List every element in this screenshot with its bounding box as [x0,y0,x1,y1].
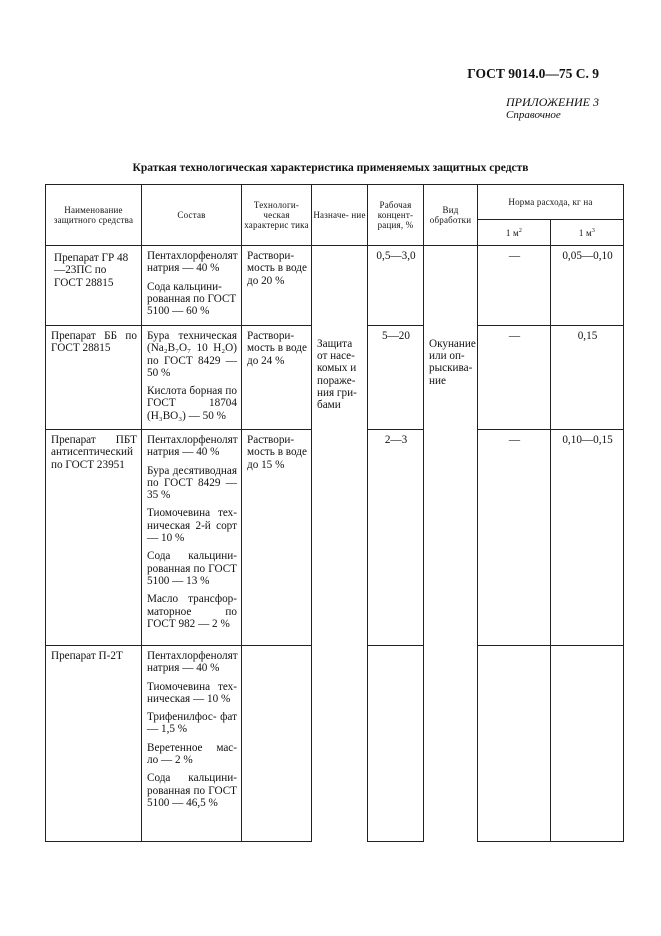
cell-m2: — [478,430,551,646]
cell-composition: Пентахлорфенолят натрия — 40 % Сода кальцини- рованная по ГОСТ 5100 — 60 % [142,246,242,326]
cell-m2: — [478,326,551,430]
cell-m2: — [478,246,551,326]
header-name: Наименование защитного средства [46,185,142,246]
appendix-label: ПРИЛОЖЕНИЕ 3 [506,95,599,109]
cell-composition: Бура техническая (Na₂B₇O₇ 10 H₂O) по ГОСТ 8429 — 50 % Кислота борная по ГОСТ 18704 (H₃BO₃) — 50 % [142,326,242,430]
header-m2: 1 $м^2$ [478,219,551,245]
cell-tech: Раствори- мость в воде до 24 % [242,326,312,430]
cell-m3 [551,646,624,842]
table-title: Краткая технологическая характеристика применяемых защитных средств [132,162,529,174]
standard-code: ГОСТ 9014.0—75 С. 9 [467,66,599,81]
cell-concentration: 2—3 [368,430,424,646]
cell-purpose-shared: Защита от насе- комых и пораже- ния гри- бами [312,246,368,842]
cell-tech: Раствори- мость в воде до 15 % [242,430,312,646]
cell-concentration [368,646,424,842]
cell-m2 [478,646,551,842]
cell-m3: 0,10—0,15 [551,430,624,646]
header-concentration: Рабочая концент- рация, % [368,185,424,246]
cell-name: Препарат ПБТ антисептический по ГОСТ 23951 [46,430,142,646]
header-tech: Технологи- ческая характерис тика [242,185,312,246]
header-composition: Состав [142,185,242,246]
characteristics-table [45,184,624,842]
cell-concentration: 5—20 [368,326,424,430]
cell-tech: Раствори- мость в воде до 20 % [242,246,312,326]
appendix-block [506,96,599,122]
header-purpose: Назначе- ние [312,185,368,246]
cell-method-shared: Окунание или оп- рыскива- ние [424,246,478,842]
table-row [46,246,624,326]
cell-concentration: 0,5—3,0 [368,246,424,326]
cell-name: Препарат П-2Т [46,646,142,842]
cell-m3: 0,05—0,10 [551,246,624,326]
header-method: Вид обработки [424,185,478,246]
appendix-type: Справочное [506,109,561,121]
cell-name: Препарат ГР 48—23ПС по ГОСТ 28815 [46,246,142,326]
header-norm: Норма расхода, кг на [478,185,624,220]
cell-tech [242,646,312,842]
cell-name: Препарат ББ по ГОСТ 28815 [46,326,142,430]
cell-composition: Пентахлорфенолят натрия — 40 % Бура десятиводная по ГОСТ 8429 — 35 % Тиомочевина тех- ническая 2-й сорт — 10 % Сода кальцини- рованная по ГОСТ 5100 — 13 % Масло трансфор- маторное по ГОСТ 982 — 2 % [142,430,242,646]
cell-composition: Пентахлорфенолят натрия — 40 % Тиомочевина тех- ническая — 10 % Трифенилфос- фат — 1,5 % Веретенное мас- ло — 2 % Сода кальцини- рованная по ГОСТ 5100 — 46,5 % [142,646,242,842]
cell-m3: 0,15 [551,326,624,430]
header-m3: 1 $м^3$ [551,219,624,245]
